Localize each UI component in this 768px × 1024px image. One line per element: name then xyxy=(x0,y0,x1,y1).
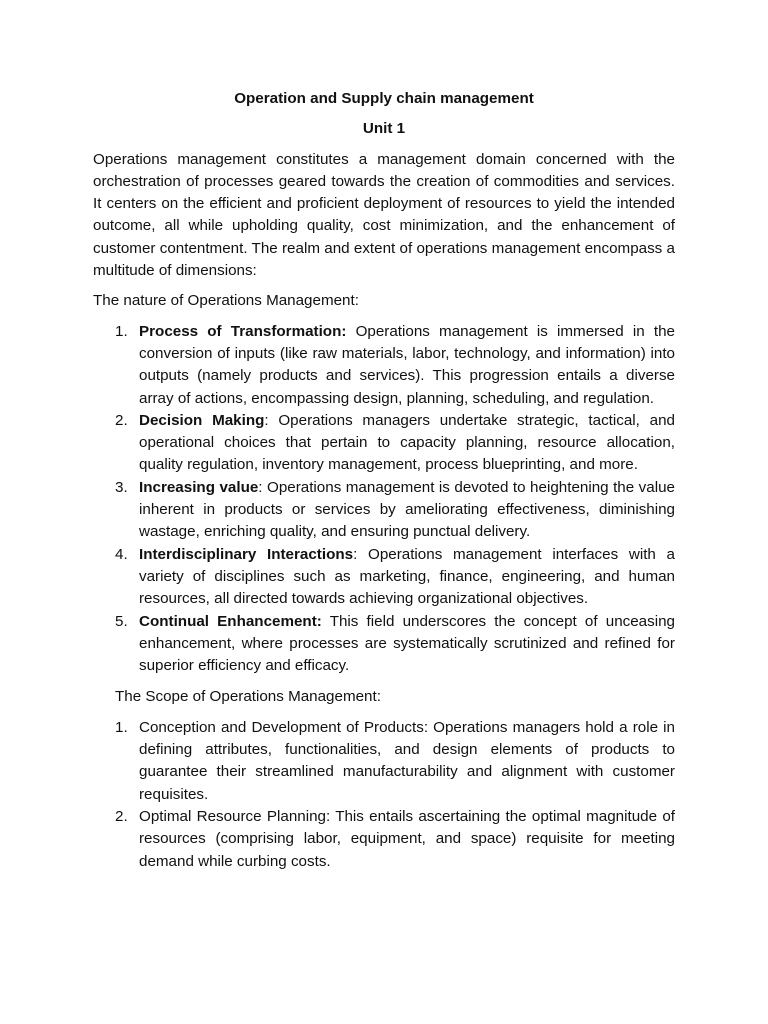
nature-list xyxy=(93,321,675,678)
list-item xyxy=(93,806,675,873)
nature-heading: The nature of Operations Management: xyxy=(93,292,359,310)
unit-heading: Unit 1 xyxy=(362,120,406,138)
list-item xyxy=(93,717,675,806)
list-number: 3. xyxy=(115,478,128,496)
list-text: : Operations managers undertake strategic, tactical, and operational choices that pertain to capacity planning, resource allocation, quality regulation, inventory management, process blueprinting, and more. xyxy=(139,411,676,474)
scope-heading: The Scope of Operations Management: xyxy=(115,688,381,706)
list-number: 1. xyxy=(115,718,128,736)
list-number: 2. xyxy=(115,411,128,429)
list-term: Increasing value xyxy=(139,478,259,496)
list-text: : Operations management is devoted to heightening the value inherent in products or services by ameliorating effectiveness, diminishing wastage, enriching quality, and ensuring punctual delivery. xyxy=(139,478,675,541)
list-text: : Operations management interfaces with a variety of disciplines such as marketing, finance, engineering, and human resources, all directed towards achieving organizational objectives. xyxy=(139,545,675,608)
list-item xyxy=(93,544,675,611)
list-number: 5. xyxy=(115,612,128,630)
list-text: This field underscores the concept of unceasing enhancement, where processes are systematically scrutinized and refined for superior efficiency and efficacy. xyxy=(139,612,675,675)
list-item xyxy=(93,611,675,678)
list-text: Conception and Development of Products: Operations managers hold a role in defining attributes, functionalities, and design elements of products to guarantee their streamlined manufacturability and alignment with customer requisites. xyxy=(139,718,675,803)
list-number: 4. xyxy=(115,545,128,563)
list-term: Decision Making xyxy=(139,411,265,429)
list-item xyxy=(93,410,675,477)
list-term: Continual Enhancement: xyxy=(139,612,322,630)
scope-list xyxy=(93,717,675,873)
intro-paragraph: Operations management constitutes a management domain concerned with the orchestration of processes geared towards the creation of commodities and services. It centers on the efficient and proficient deployment of resources to yield the intended outcome, all while upholding quality, cost minimization, and the enhancement of customer contentment. The realm and extent of operations management encompass a multitude of dimensions: xyxy=(93,150,675,280)
document-content xyxy=(93,88,675,873)
list-number: 2. xyxy=(115,807,128,825)
list-number: 1. xyxy=(115,322,128,340)
list-item xyxy=(93,321,675,410)
document-title: Operation and Supply chain management xyxy=(234,90,534,107)
list-term: Interdisciplinary Interactions xyxy=(139,545,354,563)
list-text: Operations management is immersed in the conversion of inputs (like raw materials, labor, technology, and information) into outputs (namely products and services). This progression entails a diverse array of actions, encompassing design, planning, scheduling, and regulation. xyxy=(139,322,675,407)
list-term: Process of Transformation: xyxy=(139,322,347,340)
list-item xyxy=(93,477,675,544)
list-text: Optimal Resource Planning: This entails ascertaining the optimal magnitude of resources (comprising labor, equipment, and space) requisite for meeting demand while curbing costs. xyxy=(139,807,675,870)
